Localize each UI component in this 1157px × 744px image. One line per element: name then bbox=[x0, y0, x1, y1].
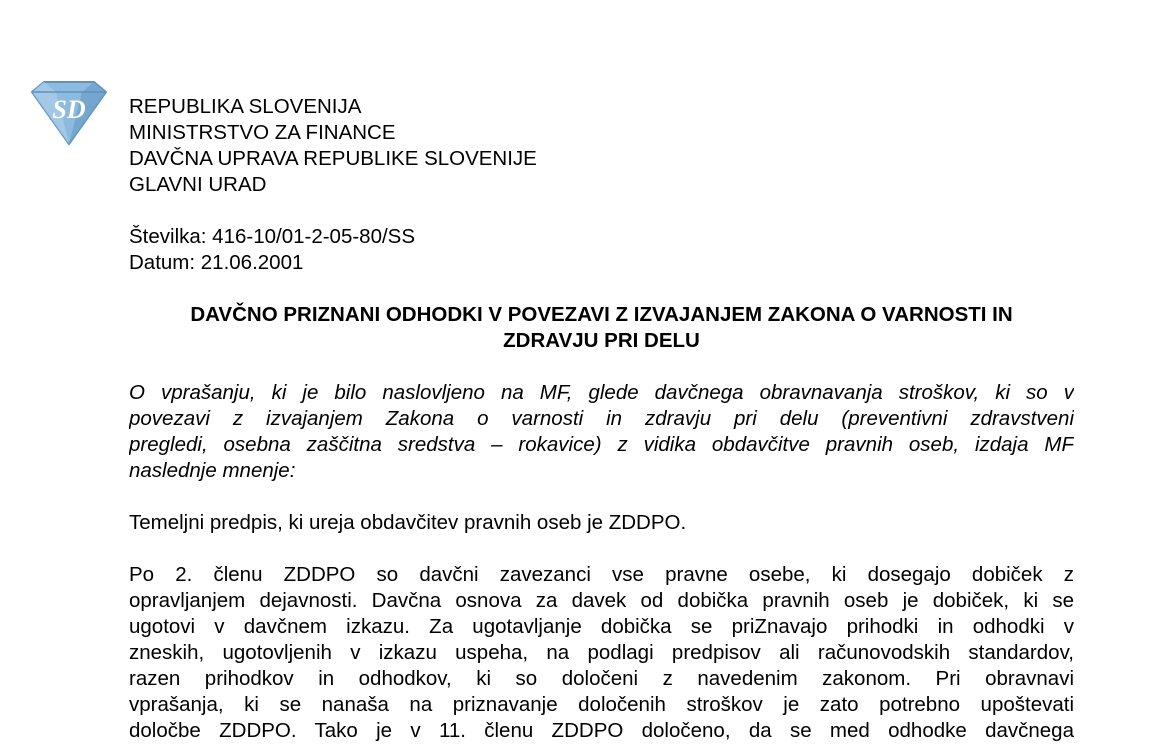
intro-line-3: pregledi, osebna zaščitna sredstva – rokavice) z vidika obdavčitve pravnih oseb, izdaja MF bbox=[129, 433, 1074, 456]
header-line-office: GLAVNI URAD bbox=[129, 173, 267, 196]
document-number: Številka: 416-10/01-2-05-80/SS bbox=[129, 225, 416, 248]
zddpo-line-3: ugotovi v davčnem izkazu. Za ugotavljanje dobička se priZnavajo prihodki in odhodki v bbox=[129, 615, 1074, 638]
paragraph-zddpo bbox=[129, 562, 1074, 744]
document-date: Datum: 21.06.2001 bbox=[129, 251, 304, 274]
intro-line-2: povezavi z izvajanjem Zakona o varnosti in zdravju pri delu (preventivni zdravstveni bbox=[129, 407, 1074, 430]
title-line-1: DAVČNO PRIZNANI ODHODKI V POVEZAVI Z IZVAJANJEM ZAKONA O VARNOSTI IN bbox=[190, 303, 1013, 326]
paragraph-legal-basis: Temeljni predpis, ki ureja obdavčitev pravnih oseb je ZDDPO. bbox=[129, 511, 687, 534]
header-line-tax-administration: DAVČNA UPRAVA REPUBLIKE SLOVENIJE bbox=[129, 147, 537, 170]
document-body bbox=[129, 94, 1074, 744]
header-line-country: REPUBLIKA SLOVENIJA bbox=[129, 95, 362, 118]
intro-line-4: naslednje mnenje: bbox=[129, 459, 296, 482]
tax-administration-logo bbox=[28, 78, 110, 148]
zddpo-line-5: razen prihodkov in odhodkov, ki so določeni z navedenim zakonom. Pri obravnavi bbox=[129, 667, 1074, 690]
zddpo-line-7: določbe ZDDPO. Tako je v 11. členu ZDDPO določeno, da se med odhodke davčnega bbox=[129, 719, 1074, 742]
zddpo-line-4: zneskih, ugotovljenih v izkazu uspeha, na podlagi predpisov ali računovodskih standardov, bbox=[129, 641, 1074, 664]
zddpo-line-6: vprašanja, ki se nanaša na priznavanje določenih stroškov je zato potrebno upoštevati bbox=[129, 693, 1074, 716]
title-line-2: ZDRAVJU PRI DELU bbox=[503, 329, 700, 352]
header-line-ministry: MINISTRSTVO ZA FINANCE bbox=[129, 121, 396, 144]
page-crop-edge bbox=[1074, 0, 1157, 743]
zddpo-line-2: opravljanjem dejavnosti. Davčna osnova za davek od dobička pravnih oseb je dobiček, ki se bbox=[129, 589, 1074, 612]
intro-line-1: O vprašanju, ki je bilo naslovljeno na MF, glede davčnega obravnavanja stroškov, ki so v bbox=[129, 381, 1074, 404]
intro-paragraph bbox=[129, 380, 1074, 484]
zddpo-line-1: Po 2. členu ZDDPO so davčni zavezanci vse pravne osebe, ki dosegajo dobiček z bbox=[129, 563, 1074, 586]
logo-lettering: SD bbox=[52, 95, 86, 124]
document-title bbox=[129, 302, 1074, 354]
